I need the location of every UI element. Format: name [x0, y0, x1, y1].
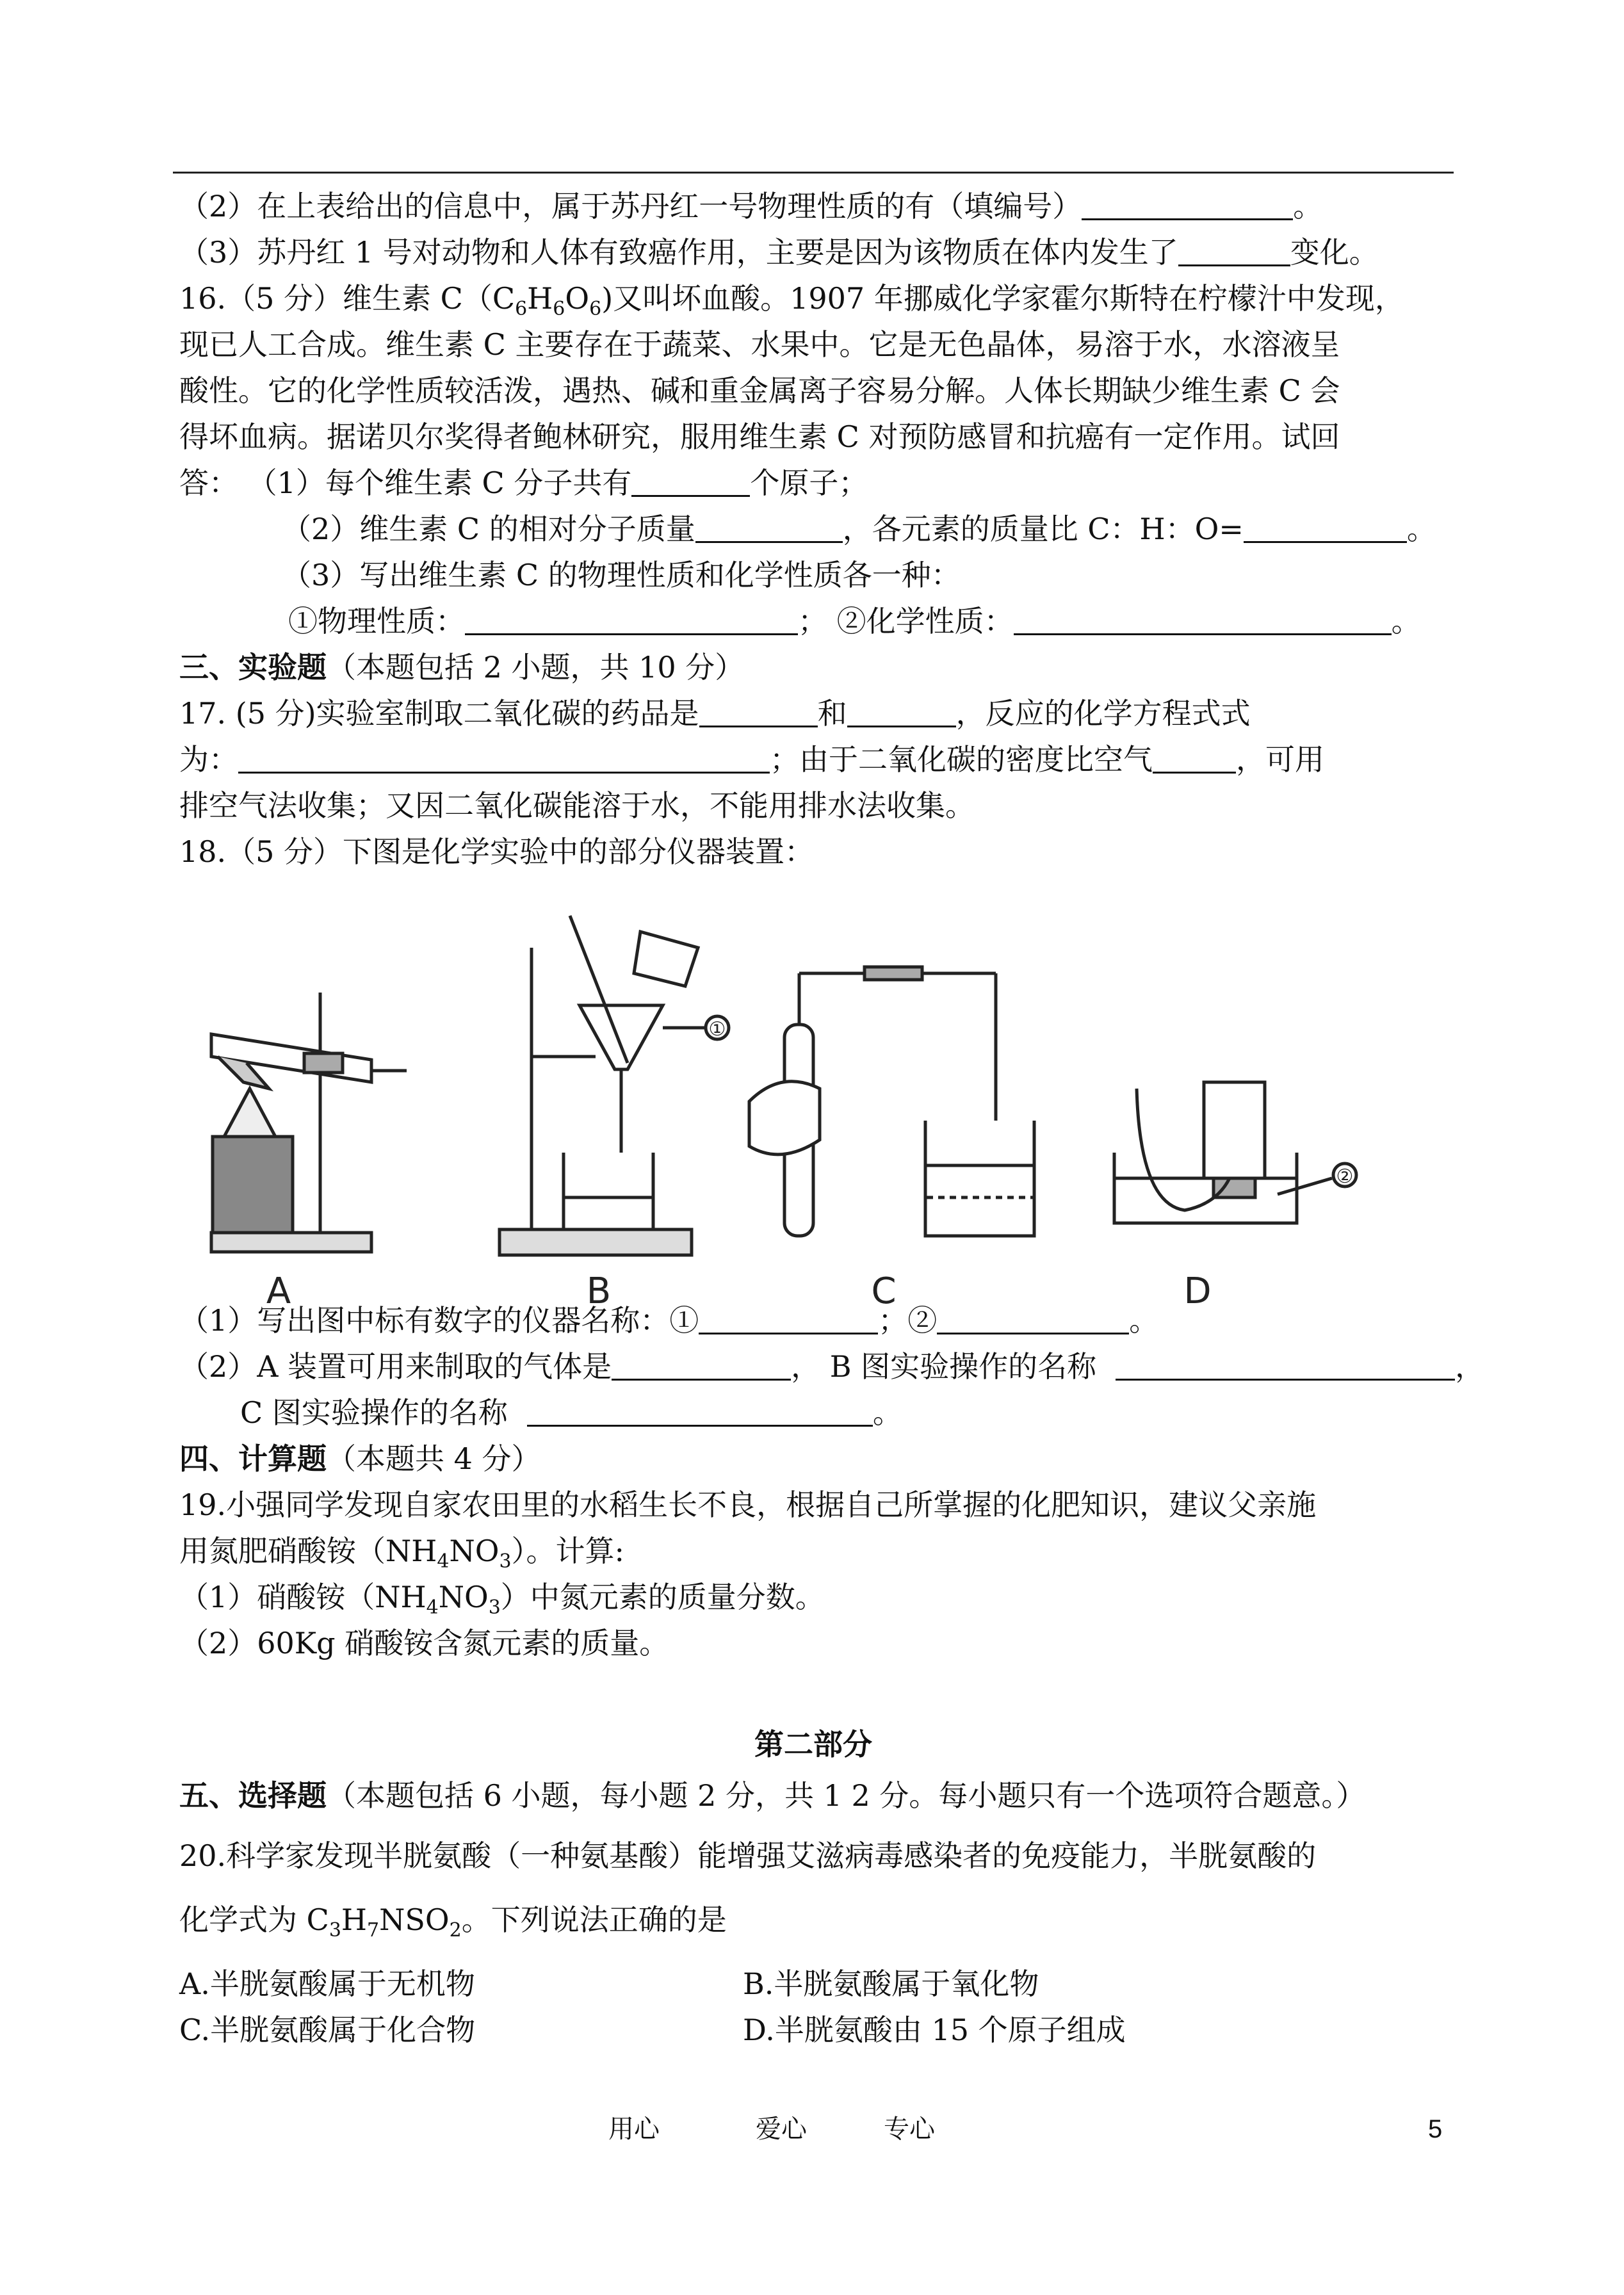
text: 用氮肥硝酸铵（NH: [179, 1534, 437, 1568]
text: H: [341, 1902, 368, 1937]
text: ； ②化学性质：: [798, 604, 1014, 638]
q18-part2: [179, 1346, 1485, 1387]
text: （本题共 4 分）: [327, 1441, 541, 1476]
text: H: [527, 281, 553, 316]
subscript: 3: [329, 1919, 341, 1942]
q19-line2: [179, 1530, 1473, 1571]
text: 。下列说法正确的是: [461, 1902, 727, 1937]
footer-text-1: 用心: [608, 2114, 660, 2144]
page-number: 5: [1428, 2115, 1443, 2143]
option-d: D.半胱氨酸由 15 个原子组成: [743, 2013, 1126, 2047]
section-title: 四、计算题: [179, 1441, 327, 1476]
text: ；②: [878, 1303, 938, 1338]
answer-blank: [699, 1303, 878, 1334]
q16-line6: [282, 508, 1473, 549]
q19-part2: （2）60Kg 硝酸铵含氮元素的质量。: [179, 1626, 669, 1660]
q18-line1: 18.（5 分）下图是化学实验中的部分仪器装置：: [179, 834, 815, 869]
answer-blank: [527, 1395, 873, 1427]
answer-blank: [1244, 512, 1407, 543]
subscript: 6: [589, 298, 602, 320]
q16-line2: 现已人工合成。维生素 C 主要存在于蔬菜、水果中。它是无色晶体，易溶于水，水溶液呈: [179, 327, 1340, 362]
option-c: C.半胱氨酸属于化合物: [179, 2013, 476, 2047]
subscript: 4: [437, 1550, 450, 1573]
text: ， B 图实验操作的名称: [791, 1349, 1097, 1384]
footer-text-2: 爱心: [756, 2114, 807, 2144]
text: 化学式为 C: [179, 1902, 329, 1937]
subscript: 7: [367, 1919, 380, 1942]
header-rule: [173, 172, 1454, 174]
text: ，反应的化学方程式式: [955, 696, 1251, 731]
q20-line2: [179, 1899, 1473, 1940]
text: ，: [1455, 1349, 1485, 1384]
text: ）。计算:: [511, 1534, 625, 1568]
text: ）中氮元素的质量分数。: [500, 1580, 825, 1614]
text: （2）在上表给出的信息中，属于苏丹红一号物理性质的有（填编号）: [179, 189, 1082, 223]
answer-blank: [1178, 235, 1290, 266]
text: （3）苏丹红 1 号对动物和人体有致癌作用，主要是因为该物质在体内发生了: [179, 235, 1178, 270]
section4-heading: [179, 1438, 1473, 1479]
subscript: 6: [515, 298, 528, 320]
text: （本题包括 2 小题，共 10 分）: [327, 650, 745, 685]
section5-heading: [179, 1775, 1473, 1816]
answer-blank: [847, 696, 956, 727]
text: 17. (5 分)实验室制取二氧化碳的药品是: [179, 696, 699, 731]
text: 个原子；: [750, 466, 868, 500]
q17-line3: 排空气法收集；又因二氧化碳能溶于水，不能用排水法收集。: [179, 788, 975, 823]
apparatus-b: [499, 916, 729, 1255]
q15-part2: [179, 186, 1473, 227]
option-a: A.半胱氨酸属于无机物: [179, 1967, 475, 2001]
text: 。: [872, 1395, 902, 1430]
text: 为：: [179, 742, 238, 777]
text: （1）写出图中标有数字的仪器名称：①: [179, 1303, 699, 1338]
label-c: C: [871, 1270, 897, 1306]
label-d: D: [1183, 1270, 1212, 1306]
q19-part1: [179, 1577, 1473, 1618]
text: )又叫坏血酸。1907 年挪威化学家霍尔斯特在柠檬汁中发现，: [601, 281, 1404, 316]
option-b: B.半胱氨酸属于氧化物: [743, 1967, 1039, 2001]
text: C 图实验操作的名称: [240, 1395, 508, 1430]
marker-2: ②: [1336, 1165, 1354, 1188]
text: ；由于二氧化碳的密度比空气: [770, 742, 1153, 777]
text: 。: [1406, 512, 1436, 546]
q16-line7: （3）写出维生素 C 的物理性质和化学性质各一种：: [282, 558, 961, 592]
answer-blank: [238, 742, 770, 774]
lab-apparatus-figure: [186, 896, 1377, 1306]
text: 答： （1）每个维生素 C 分子共有: [179, 466, 632, 500]
q17-line1: [179, 693, 1473, 734]
marker-1: ①: [708, 1018, 726, 1041]
text: 和: [817, 696, 847, 731]
section-title: 三、实验题: [179, 650, 327, 685]
subscript: 6: [553, 298, 565, 320]
q18-part1: [179, 1300, 1473, 1341]
q17-line2: [179, 739, 1473, 780]
answer-blank: [695, 512, 843, 543]
label-a: A: [266, 1270, 291, 1306]
text: NO: [438, 1580, 489, 1614]
subscript: 3: [488, 1596, 501, 1619]
answer-blank: [1014, 604, 1392, 635]
text: 。: [1391, 604, 1421, 638]
apparatus-a: [211, 993, 407, 1252]
q16-line1: [179, 278, 1473, 319]
section-title: 五、选择题: [179, 1778, 327, 1813]
q19-line1: 19.小强同学发现自家农田里的水稻生长不良，根据自己所掌握的化肥知识，建议父亲施: [179, 1488, 1317, 1522]
text: 变化。: [1290, 235, 1379, 270]
text: 。: [1129, 1303, 1159, 1338]
text: （本题包括 6 小题，每小题 2 分，共 1 2 分。每小题只有一个选项符合题意。）: [327, 1778, 1366, 1813]
apparatus-c: [749, 967, 1034, 1236]
text: NO: [449, 1534, 499, 1568]
text: （1）硝酸铵（NH: [179, 1580, 426, 1614]
answer-blank: [631, 466, 750, 497]
text: NSO: [379, 1902, 450, 1937]
answer-blank: [1153, 742, 1236, 774]
text: （2）维生素 C 的相对分子质量: [282, 512, 695, 546]
section3-heading: [179, 647, 1473, 688]
q16-line4: 得坏血病。据诺贝尔奖得者鲍林研究，服用维生素 C 对预防感冒和抗癌有一定作用。试回: [179, 419, 1340, 454]
q16-line5: [179, 462, 1473, 503]
text: O: [565, 281, 590, 316]
answer-blank: [937, 1303, 1129, 1334]
subscript: 4: [426, 1596, 439, 1619]
q20-line1: 20.科学家发现半胱氨酸（一种氨基酸）能增强艾滋病毒感染者的免疫能力，半胱氨酸的: [179, 1838, 1317, 1873]
part2-heading: 第二部分: [754, 1727, 872, 1762]
q16-line8: [288, 601, 1473, 642]
text: 16.（5 分）维生素 C（C: [179, 281, 516, 316]
q18-part3: [240, 1392, 1473, 1433]
footer-text-3: 专心: [884, 2114, 935, 2144]
subscript: 2: [449, 1919, 462, 1942]
answer-blank: [612, 1349, 791, 1381]
answer-blank: [699, 696, 818, 727]
label-b: B: [586, 1270, 612, 1306]
answer-blank: [465, 604, 798, 635]
subscript: 3: [499, 1550, 512, 1573]
text: 。: [1293, 189, 1323, 223]
apparatus-d: [1114, 1082, 1356, 1223]
text: （2）A 装置可用来制取的气体是: [179, 1349, 612, 1384]
answer-blank: [1082, 189, 1293, 220]
text: ，可用: [1236, 742, 1324, 777]
q15-part3: [179, 232, 1473, 273]
q16-line3: 酸性。它的化学性质较活泼，遇热、碱和重金属离子容易分解。人体长期缺少维生素 C 会: [179, 373, 1340, 408]
text: ，各元素的质量比 C：H：O=: [842, 512, 1244, 546]
answer-blank: [1116, 1349, 1455, 1381]
text: ①物理性质：: [288, 604, 465, 638]
